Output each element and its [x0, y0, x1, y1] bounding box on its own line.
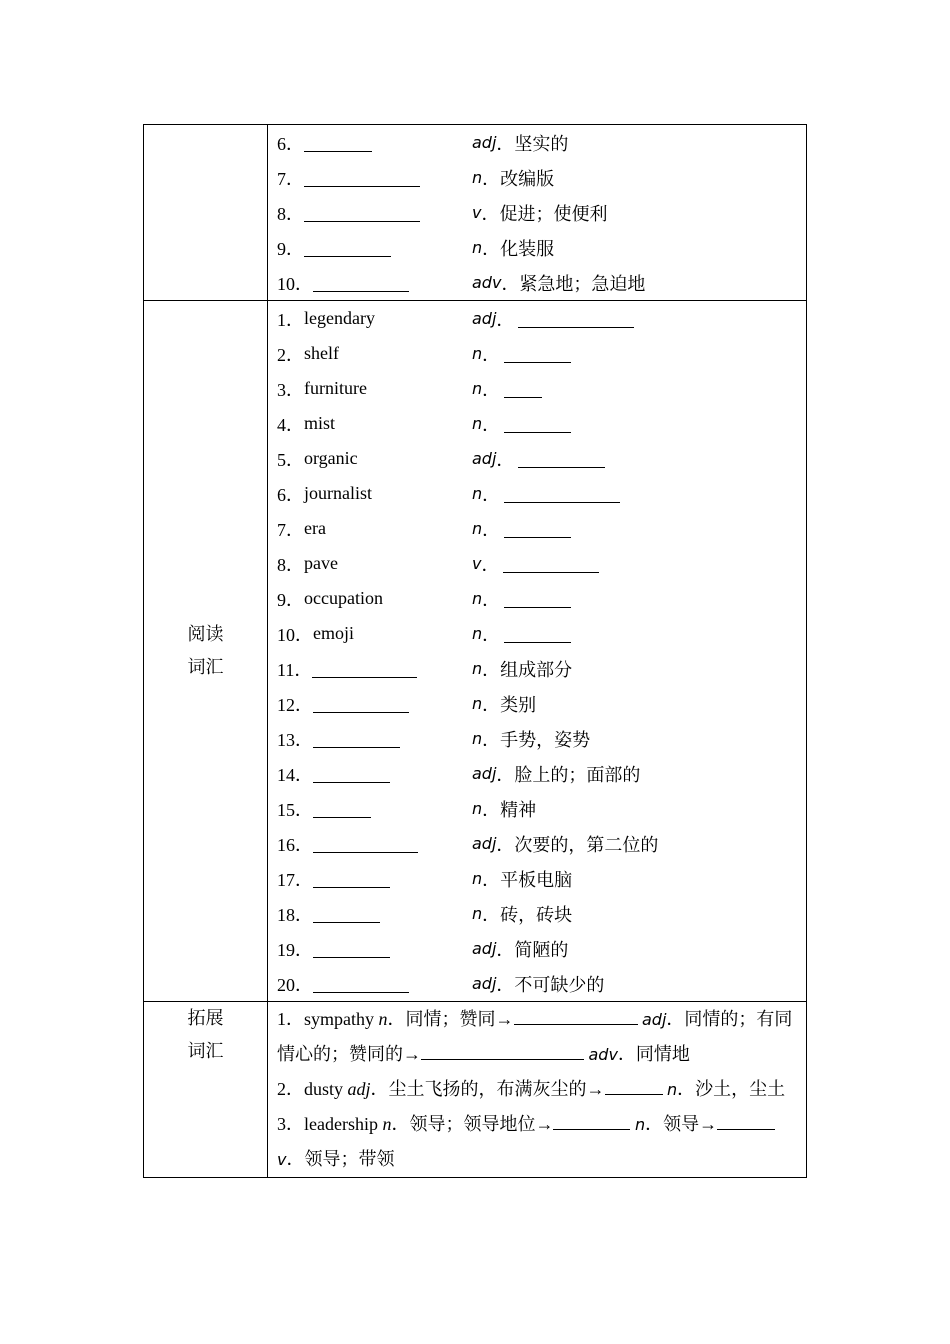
item-number: 17．	[277, 869, 313, 890]
separator: ．	[481, 554, 500, 575]
part-of-speech: adj	[472, 449, 497, 468]
item-number: 10．	[277, 273, 313, 294]
list-item	[277, 931, 798, 966]
meaning: ．组成部分	[482, 659, 573, 680]
part-of-speech: n	[472, 869, 483, 888]
meaning: ．类别	[482, 694, 537, 715]
definition-text: ．同情；赞同→	[387, 1009, 514, 1029]
definition-text: ．领导；带领	[286, 1149, 395, 1169]
part-of-speech: v	[472, 203, 482, 222]
item-number: 14．	[277, 764, 313, 785]
item-number: 1．	[277, 309, 304, 330]
item-number: 20．	[277, 974, 313, 995]
answer-blank[interactable]	[503, 558, 599, 573]
part-of-speech: n	[472, 589, 483, 608]
item-number: 6．	[277, 484, 304, 505]
answer-blank[interactable]	[504, 418, 571, 433]
part-of-speech: n	[472, 519, 483, 538]
answer-blank[interactable]	[313, 943, 390, 958]
answer-blank[interactable]	[313, 733, 400, 748]
list-item	[277, 371, 798, 406]
list-item	[277, 896, 798, 931]
part-of-speech: adj	[472, 939, 497, 958]
separator: ．	[496, 309, 515, 330]
item-number: 9．	[277, 589, 304, 610]
item-number: 13．	[277, 729, 313, 750]
meaning: ．精神	[482, 799, 537, 820]
vocab-word: dusty	[304, 1079, 344, 1099]
list-item	[277, 230, 798, 265]
vocab-word: mist	[304, 413, 336, 433]
part-of-speech: n	[667, 1080, 678, 1099]
vocab-word: organic	[304, 448, 358, 468]
answer-blank[interactable]	[518, 313, 634, 328]
vocab-word: furniture	[304, 378, 367, 398]
section-reading-row	[144, 301, 807, 1002]
item-number: 18．	[277, 904, 313, 925]
section-extend-content	[268, 1002, 807, 1178]
vocab-word: pave	[304, 553, 338, 573]
item-number: 9．	[277, 238, 304, 259]
list-item	[277, 336, 798, 371]
list-item	[277, 511, 798, 546]
item-number: 1．	[277, 1009, 304, 1029]
extend-item-3	[277, 1107, 798, 1177]
meaning: ．改编版	[482, 168, 555, 189]
meaning: ．简陋的	[496, 939, 569, 960]
item-number: 7．	[277, 168, 304, 189]
list-item	[277, 195, 798, 230]
label-line: 阅读	[187, 624, 224, 644]
answer-blank[interactable]	[313, 277, 409, 292]
answer-blank[interactable]	[605, 1082, 663, 1095]
vocab-word: legendary	[304, 308, 375, 328]
part-of-speech: adj	[472, 974, 497, 993]
list-item	[277, 721, 798, 756]
list-item	[277, 265, 798, 300]
part-of-speech: adj	[472, 834, 497, 853]
item-number: 5．	[277, 449, 304, 470]
part-of-speech: adj	[642, 1010, 667, 1029]
part-of-speech: adj	[472, 309, 497, 328]
part-of-speech: n	[472, 799, 483, 818]
part-of-speech: n	[472, 904, 483, 923]
answer-blank[interactable]	[504, 383, 542, 398]
answer-blank[interactable]	[313, 908, 380, 923]
section-extend-row	[144, 1002, 807, 1178]
separator: ．	[482, 519, 501, 540]
item-number: 16．	[277, 834, 313, 855]
definition-text: ．领导；领导地位→	[391, 1114, 554, 1134]
list-item	[277, 616, 798, 651]
answer-blank[interactable]	[504, 488, 620, 503]
vocab-word: leadership	[304, 1114, 378, 1134]
part-of-speech: n	[472, 168, 483, 187]
definition-text: ．尘土飞扬的，布满灰尘的→	[370, 1079, 605, 1099]
separator: ．	[482, 624, 501, 645]
meaning: ．化装服	[482, 238, 555, 259]
label-line: 词汇	[187, 1041, 224, 1061]
part-of-speech: adv	[472, 273, 502, 292]
part-of-speech: n	[472, 484, 483, 503]
answer-blank[interactable]	[504, 628, 571, 643]
item-number: 4．	[277, 414, 304, 435]
section-top-content	[268, 125, 807, 301]
answer-blank[interactable]	[304, 172, 420, 187]
separator: ．	[482, 379, 501, 400]
list-item	[277, 546, 798, 581]
list-item	[277, 861, 798, 896]
item-number: 3．	[277, 379, 304, 400]
part-of-speech: n	[472, 238, 483, 257]
list-item	[277, 476, 798, 511]
definition-text: ．同情地	[617, 1044, 690, 1064]
list-item	[277, 651, 798, 686]
answer-blank[interactable]	[514, 1012, 638, 1025]
part-of-speech: adj	[347, 1079, 371, 1099]
answer-blank[interactable]	[421, 1047, 584, 1060]
list-item	[277, 756, 798, 791]
item-number: 2．	[277, 1079, 304, 1099]
item-number: 10．	[277, 624, 313, 645]
item-number: 8．	[277, 203, 304, 224]
answer-blank[interactable]	[518, 453, 605, 468]
separator: ．	[482, 589, 501, 610]
answer-blank[interactable]	[504, 523, 571, 538]
item-number: 19．	[277, 939, 313, 960]
section-extend-label	[144, 1002, 268, 1178]
definition-text: ．沙土，尘土	[677, 1079, 786, 1099]
extend-item-1	[277, 1002, 798, 1072]
part-of-speech: n	[472, 694, 483, 713]
list-item	[277, 686, 798, 721]
answer-blank[interactable]	[304, 242, 391, 257]
vocabulary-table	[143, 124, 807, 1178]
part-of-speech: n	[472, 729, 483, 748]
label-line: 词汇	[187, 657, 224, 677]
part-of-speech: n	[472, 344, 483, 363]
meaning: ．不可缺少的	[496, 974, 605, 995]
list-item	[277, 966, 798, 1001]
answer-blank[interactable]	[313, 838, 418, 853]
part-of-speech: adj	[472, 764, 497, 783]
answer-blank[interactable]	[717, 1117, 775, 1130]
meaning: ．次要的，第二位的	[496, 834, 659, 855]
vocab-word: shelf	[304, 343, 339, 363]
list-item	[277, 826, 798, 861]
meaning: ．手势，姿势	[482, 729, 591, 750]
list-item	[277, 406, 798, 441]
section-top-label	[144, 125, 268, 301]
section-top-row	[144, 125, 807, 301]
item-number: 11．	[277, 659, 313, 680]
definition-text: ．同情的；有同情心的；赞同的→	[277, 1009, 793, 1064]
part-of-speech: n	[472, 379, 483, 398]
part-of-speech: adj	[472, 133, 497, 152]
item-number: 8．	[277, 554, 304, 575]
definition-text: ．领导→	[645, 1114, 718, 1134]
list-item	[277, 581, 798, 616]
vocab-word: era	[304, 518, 326, 538]
separator: ．	[482, 344, 501, 365]
list-item	[277, 791, 798, 826]
meaning: ．砖，砖块	[482, 904, 573, 925]
answer-blank[interactable]	[313, 978, 409, 993]
item-number: 15．	[277, 799, 313, 820]
item-number: 2．	[277, 344, 304, 365]
answer-blank[interactable]	[504, 348, 571, 363]
part-of-speech: v	[472, 554, 482, 573]
answer-blank[interactable]	[553, 1117, 630, 1130]
part-of-speech: v	[277, 1150, 287, 1169]
meaning: ．促进；使便利	[481, 203, 608, 224]
part-of-speech: n	[382, 1114, 392, 1134]
item-number: 3．	[277, 1114, 304, 1134]
answer-blank[interactable]	[313, 803, 371, 818]
vocab-word: sympathy	[304, 1009, 374, 1029]
meaning: ．平板电脑	[482, 869, 573, 890]
answer-blank[interactable]	[313, 768, 390, 783]
section-reading-content	[268, 301, 807, 1002]
separator: ．	[496, 449, 515, 470]
answer-blank[interactable]	[304, 207, 420, 222]
vocab-word: emoji	[313, 623, 354, 643]
part-of-speech: n	[634, 1115, 646, 1134]
extend-item-2	[277, 1072, 798, 1107]
list-item	[277, 125, 798, 160]
section-reading-label	[144, 301, 268, 1002]
list-item	[277, 301, 798, 336]
separator: ．	[482, 414, 501, 435]
part-of-speech: n	[378, 1009, 388, 1029]
list-item	[277, 160, 798, 195]
part-of-speech: adv	[588, 1045, 618, 1064]
answer-blank[interactable]	[313, 698, 409, 713]
answer-blank[interactable]	[313, 873, 390, 888]
meaning: ．紧急地；急迫地	[501, 273, 646, 294]
item-number: 12．	[277, 694, 313, 715]
item-number: 6．	[277, 133, 304, 154]
answer-blank[interactable]	[504, 593, 571, 608]
vocab-word: journalist	[304, 483, 372, 503]
part-of-speech: n	[472, 659, 483, 678]
vocab-word: occupation	[304, 588, 383, 608]
answer-blank[interactable]	[304, 137, 372, 152]
label-line: 拓展	[187, 1008, 224, 1028]
meaning: ．坚实的	[496, 133, 569, 154]
answer-blank[interactable]	[312, 663, 417, 678]
separator: ．	[482, 484, 501, 505]
part-of-speech: n	[472, 624, 483, 643]
item-number: 7．	[277, 519, 304, 540]
list-item	[277, 441, 798, 476]
meaning: ．脸上的；面部的	[496, 764, 641, 785]
part-of-speech: n	[472, 414, 483, 433]
